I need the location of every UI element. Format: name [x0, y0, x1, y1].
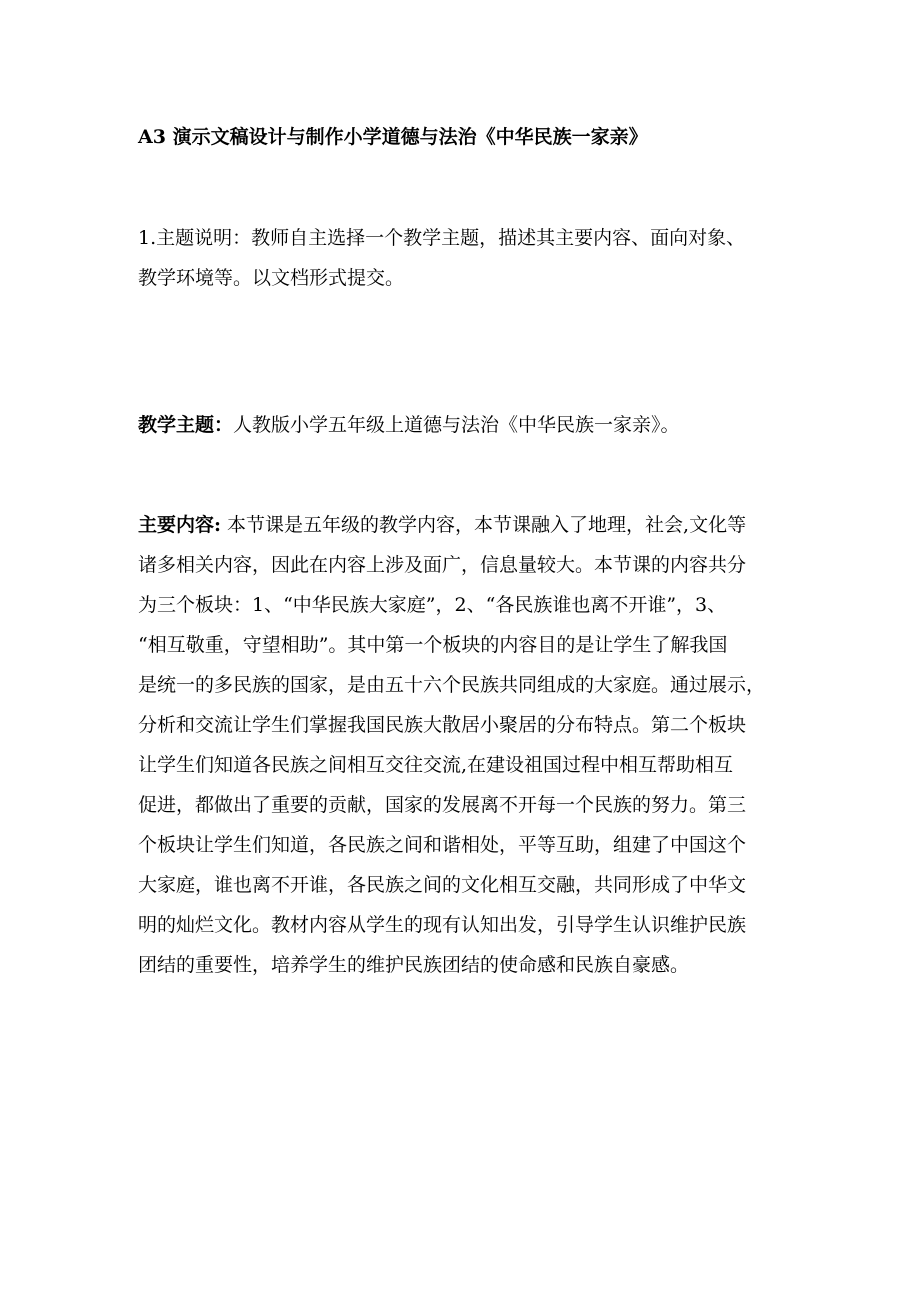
- main-content-line-12: 团结的重要性，培养学生的维护民族团结的使命感和民族自豪感。: [138, 954, 690, 976]
- main-content-line-7: 让学生们知道各民族之间相互交往交流,在建设祖国过程中相互帮助相互: [138, 754, 734, 776]
- main-content-line-9: 个板块让学生们知道，各民族之间和谐相处，平等互助，组建了中国这个: [138, 834, 747, 856]
- instruction-line-1: 1.主题说明：教师自主选择一个教学主题，描述其主要内容、面向对象、: [138, 227, 746, 249]
- main-content-line-2: 诸多相关内容，因此在内容上涉及面广，信息量较大。本节课的内容共分: [138, 554, 747, 576]
- document-title: A3 演示文稿设计与制作小学道德与法治《中华民族一家亲》: [138, 126, 648, 148]
- main-content-line-10: 大家庭，谁也离不开谁，各民族之间的文化相互交融，共同形成了中华文: [138, 874, 747, 896]
- teaching-theme-text: 人教版小学五年级上道德与法治《中华民族一家亲》。: [233, 414, 680, 436]
- teaching-theme-label: 教学主题：: [138, 414, 234, 436]
- teaching-theme-line: [138, 408, 788, 442]
- main-content-line-4: “相互敬重，守望相助”。其中第一个板块的内容目的是让学生了解我国: [138, 634, 728, 656]
- main-content-line-6: 分析和交流让学生们掌握我国民族大散居小聚居的分布特点。第二个板块: [138, 714, 747, 736]
- main-content-line-3: 为三个板块：1、“中华民族大家庭”，2、“各民族谁也离不开谁”，3、: [138, 594, 727, 616]
- main-content-first-line-text: 本节课是五年级的教学内容，本节课融入了地理，社会,文化等: [221, 514, 747, 536]
- main-content-paragraph: [138, 505, 788, 985]
- main-content-first-line: [138, 505, 788, 545]
- main-content-line-11: 明的灿烂文化。教材内容从学生的现有认知出发，引导学生认识维护民族: [138, 914, 747, 936]
- main-content-line-8: 促进，都做出了重要的贡献，国家的发展离不开每一个民族的努力。第三: [138, 794, 747, 816]
- main-content-line-5: 是统一的多民族的国家，是由五十六个民族共同组成的大家庭。通过展示，: [138, 674, 766, 696]
- instruction-line-2: 教学环境等。以文档形式提交。: [138, 267, 405, 289]
- main-content-label: 主要内容:: [138, 514, 222, 536]
- instruction-paragraph: [138, 218, 788, 298]
